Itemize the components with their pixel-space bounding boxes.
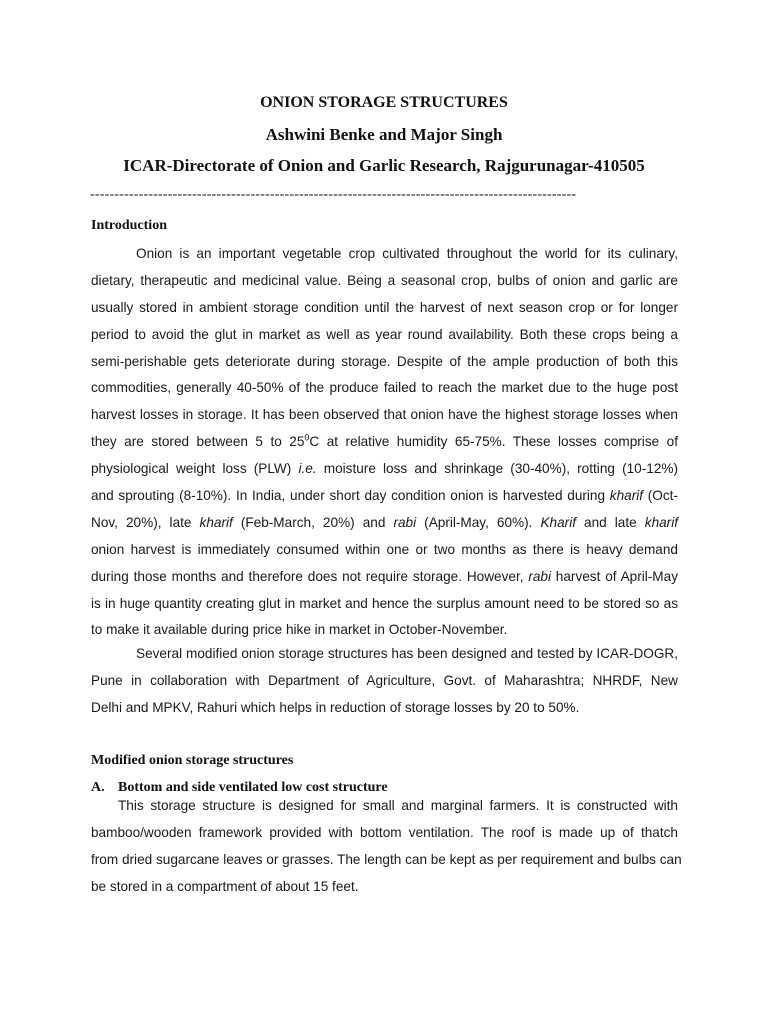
italic-term: rabi: [528, 568, 551, 584]
superscript: 0: [304, 432, 310, 443]
introduction-paragraph-1: [91, 241, 678, 644]
subsection-title: Bottom and side ventilated low cost structure: [118, 780, 388, 795]
introduction-heading: Introduction: [91, 218, 167, 233]
document-title: ONION STORAGE STRUCTURES: [260, 94, 508, 111]
italic-term: kharif: [609, 488, 644, 504]
text-line: [91, 429, 678, 456]
text-run: (April-May, 60%).: [416, 514, 541, 530]
text-run: physiological weight loss (PLW): [91, 461, 299, 477]
text-run: Nov, 20%), late: [91, 514, 200, 530]
text-line: usually stored in ambient storage condition until the harvest of next season crop or for longer: [91, 299, 678, 315]
text-run: (Oct-: [643, 488, 678, 504]
introduction-paragraph-2: [91, 641, 678, 722]
text-line: [91, 456, 678, 483]
text-run: during those months and therefore does not require storage. However,: [91, 568, 529, 584]
text-line: be stored in a compartment of about 15 feet.: [91, 878, 359, 894]
text-run: C at relative humidity 65-75%. These losses comprise of: [309, 434, 678, 450]
text-run: harvest of April-May: [550, 568, 678, 584]
italic-term: kharif: [199, 514, 233, 530]
text-line: This storage structure is designed for small and marginal farmers. It is constructed with: [118, 798, 678, 813]
subsection-letter: A.: [91, 780, 105, 795]
text-line: Several modified onion storage structures has been designed and tested by ICAR-DOGR,: [136, 646, 678, 661]
text-line: period to avoid the glut in market as well as year round availability. Both these crops being a: [91, 326, 678, 342]
text-line: Delhi and MPKV, Rahuri which helps in reduction of storage losses by 20 to 50%.: [91, 699, 580, 715]
affiliation: ICAR-Directorate of Onion and Garlic Research, Rajgurunagar-410505: [123, 156, 645, 175]
text-line: commodities, generally 40-50% of the produce failed to reach the market due to the huge post: [91, 380, 678, 396]
text-line: is in huge quantity creating glut in market and hence the surplus amount need to be stored so as: [91, 595, 678, 611]
text-line: Pune in collaboration with Department of Agriculture, Govt. of Maharashtra; NHRDF, New: [91, 672, 678, 688]
text-line: [91, 483, 678, 510]
text-run: (Feb-March, 20%) and: [232, 514, 394, 530]
text-line: from dried sugarcane leaves or grasses. The length can be kept as per requirement and bulbs can: [91, 851, 682, 867]
text-line: onion harvest is immediately consumed within one or two months as there is heavy demand: [91, 541, 678, 557]
text-run: they are stored between 5 to 25: [91, 434, 305, 450]
text-line: semi-perishable gets deteriorate during storage. Despite of the ample production of both this: [91, 353, 678, 369]
authors: Ashwini Benke and Major Singh: [265, 125, 503, 144]
italic-term: kharif: [644, 514, 679, 530]
italic-term: rabi: [393, 514, 417, 530]
text-line: harvest losses in storage. It has been observed that onion have the highest storage losses when: [91, 407, 678, 423]
text-line: Onion is an important vegetable crop cultivated throughout the world for its culinary,: [136, 246, 678, 261]
structure-a-paragraph: [91, 793, 682, 901]
text-run: and sprouting (8-10%). In India, under short day condition onion is harvested during: [91, 488, 610, 504]
dashed-divider: ----------------------------------------------------------------------------------------------------: [90, 187, 577, 202]
text-line: bamboo/wooden framework provided with bottom ventilation. The roof is made up of thatch: [91, 824, 678, 840]
text-line: dietary, therapeutic and medicinal value. Being a seasonal crop, bulbs of onion and garlic are: [91, 272, 678, 288]
text-line: [91, 564, 678, 591]
text-line: to make it available during price hike in market in October-November.: [91, 622, 508, 638]
italic-term: i.e.: [298, 461, 317, 477]
text-run: and late: [576, 514, 645, 530]
text-run: moisture loss and shrinkage (30-40%), rotting (10-12%): [316, 461, 679, 477]
text-line: [91, 510, 678, 537]
modified-structures-heading: Modified onion storage structures: [91, 753, 294, 768]
italic-term: Kharif: [540, 514, 576, 530]
